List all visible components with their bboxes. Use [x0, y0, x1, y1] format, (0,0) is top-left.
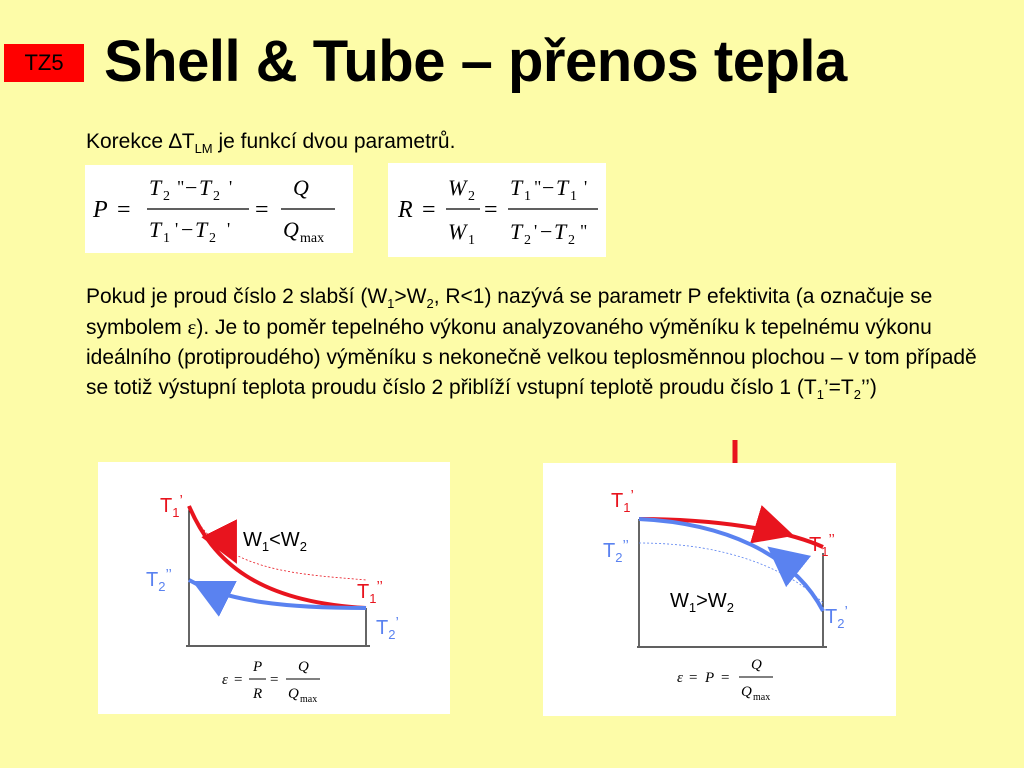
d1-f-eq1: = — [234, 672, 243, 688]
para-sub-2: 2 — [426, 296, 434, 312]
d2-t2out-sub: 2 — [615, 550, 623, 565]
p-den-n2: 2 — [209, 231, 216, 246]
d1-f-r: R — [253, 686, 263, 702]
p-num-n2: 2 — [163, 189, 170, 204]
d1-t1in-T: T — [160, 495, 173, 517]
d1-t2out-T: T — [146, 569, 159, 591]
d1-t1out-sub: 1 — [369, 591, 377, 606]
r-lhs: R — [398, 197, 413, 223]
r-w2: W — [448, 175, 467, 200]
formula-p — [85, 165, 353, 253]
d1-f-q: Q — [298, 659, 309, 675]
svg-text:W1>W2 — [670, 590, 734, 615]
p-max-sub: max — [300, 231, 325, 246]
p-num-t2b: T — [199, 175, 212, 200]
d2-t2in-prime: ’ — [844, 603, 848, 620]
slide-badge — [4, 44, 84, 82]
d1-t1out-T: T — [357, 581, 370, 603]
r-eq1: = — [422, 197, 436, 223]
para-part-6: ’’) — [860, 376, 877, 399]
d2-f-eps: ε — [677, 670, 683, 686]
d2-f-eq2: = — [721, 670, 730, 686]
d1-t2in-prime: ’ — [395, 614, 399, 631]
svg-text:T2’’ — [603, 537, 629, 565]
r-den-minus: − — [540, 219, 553, 244]
r-num-pp: " — [534, 177, 542, 197]
r-num-minus: − — [542, 175, 555, 200]
d2-f-eq1: = — [689, 670, 698, 686]
svg-text:T1’ — [611, 487, 634, 515]
p-q: Q — [293, 175, 309, 200]
d2-cond-op: >W — [696, 590, 727, 612]
r-w1: W — [448, 219, 467, 244]
explanation-paragraph — [86, 282, 996, 403]
r-den-n2: 2 — [524, 233, 531, 248]
p-qmax: Q — [283, 217, 299, 242]
badge-label: TZ5 — [24, 50, 64, 75]
intro-T: T — [181, 130, 195, 153]
d1-f-max: max — [300, 694, 318, 705]
d2-efficiency-formula — [677, 657, 773, 703]
d1-f-eps: ε — [222, 672, 228, 688]
intro-sub: LM — [194, 141, 213, 157]
d1-f-eq2: = — [270, 672, 279, 688]
d2-f-max: max — [753, 692, 771, 703]
intro-prefix: Korekce — [86, 130, 169, 153]
intro-suffix: je funkcí dvou parametrů. — [212, 130, 456, 153]
p-lhs: P — [93, 197, 108, 223]
d1-cond-op: <W — [269, 529, 300, 551]
r-num-t1: T — [510, 175, 523, 200]
d2-t2in-T: T — [825, 606, 838, 628]
r-den-t2: T — [510, 219, 523, 244]
r-w2-sub: 2 — [468, 189, 475, 204]
svg-text:T1’’ — [809, 531, 835, 559]
formula-r — [388, 163, 606, 257]
d1-t2out-prime: ’’ — [165, 566, 172, 583]
d1-t2in-sub: 2 — [388, 627, 396, 642]
d1-efficiency-formula — [222, 659, 320, 705]
epsilon-symbol: ε — [187, 315, 197, 339]
slide-title: Shell & Tube – přenos tepla — [104, 29, 847, 94]
d2-t2out-T: T — [603, 540, 616, 562]
d1-t2out-sub: 2 — [158, 579, 166, 594]
d2-t1in-T: T — [611, 490, 624, 512]
r-num-n1b: 1 — [570, 189, 577, 204]
p-eq2: = — [255, 197, 269, 223]
d2-t1out-prime: ’’ — [828, 531, 835, 548]
d2-t2in-sub: 2 — [837, 616, 845, 631]
d2-f-p: P — [705, 670, 715, 686]
d1-f-p: P — [253, 659, 263, 675]
d2-t1out-T: T — [809, 534, 822, 556]
para-part-3: , R<1) nazývá se parametr P efektivita (a označuje se symbolem — [86, 285, 933, 339]
d1-f-qmax: Q — [288, 686, 299, 702]
d1-t1in-sub: 1 — [172, 505, 180, 520]
intro-line — [86, 130, 455, 156]
r-num-p: ' — [584, 177, 588, 197]
d2-t1in-prime: ’ — [630, 487, 634, 504]
p-num-pp: " — [177, 177, 185, 197]
d2-cond-w1: W — [670, 590, 689, 612]
p-den-p1: ' — [175, 219, 179, 239]
para-sub-4: 2 — [853, 387, 861, 403]
r-num-t1b: T — [556, 175, 569, 200]
p-num-minus: − — [185, 175, 198, 200]
d2-f-qmax: Q — [741, 684, 752, 700]
svg-text:T1’’ — [357, 578, 383, 606]
para-part-2: >W — [394, 285, 427, 308]
r-den-n2b: 2 — [568, 233, 575, 248]
r-den-pp: " — [580, 221, 588, 241]
r-num-n1: 1 — [524, 189, 531, 204]
p-den-t2: T — [195, 217, 208, 242]
r-den-p: ' — [534, 221, 538, 241]
p-num-t2: T — [149, 175, 162, 200]
para-part-4: ). Je to poměr tepelného výkonu analyzovaného výměníku k tepelnému výkonu ideálního (protiproudého) výměníku s nekonečně velkou teplosměnnou plochou – v tom případě se totiž výstupní teplota proudu číslo 2 přiblíží vstupní teplotě proudu číslo 1 (T — [86, 316, 977, 399]
d1-t2in-T: T — [376, 617, 389, 639]
svg-text:W1<W2 — [243, 529, 307, 554]
d1-cond-s1: 1 — [261, 539, 270, 554]
d2-t2out-prime: ’’ — [622, 537, 629, 554]
r-w1-sub: 1 — [468, 233, 475, 248]
p-den-t1: T — [149, 217, 162, 242]
d1-t1in-prime: ’ — [179, 492, 183, 509]
svg-text:T1’ — [160, 492, 183, 520]
para-sub-1: 1 — [387, 296, 395, 312]
d2-cold-stream-curve — [639, 519, 823, 611]
d1-t1out-prime: ’’ — [376, 578, 383, 595]
r-den-t2b: T — [554, 219, 567, 244]
svg-text:T2’ — [825, 603, 848, 631]
p-den-p2: ' — [227, 219, 231, 239]
svg-text:T2’’ — [146, 566, 172, 594]
p-eq1: = — [117, 197, 131, 223]
d2-cond-s2: 2 — [726, 600, 734, 615]
delta-symbol: ∆ — [168, 130, 182, 153]
d2-cond-s1: 1 — [688, 600, 697, 615]
para-part-5: ’=T — [823, 376, 854, 399]
p-den-minus: − — [181, 217, 194, 242]
d2-t1in-sub: 1 — [623, 500, 631, 515]
diagram-w1-less-w2 — [98, 462, 450, 714]
r-eq2: = — [484, 197, 498, 223]
para-part-1: Pokud je proud číslo 2 slabší (W — [86, 285, 388, 308]
d1-cond-s2: 2 — [299, 539, 307, 554]
svg-text:T2’ — [376, 614, 399, 642]
para-sub-3: 1 — [816, 387, 824, 403]
diagram-w1-greater-w2 — [543, 463, 896, 716]
p-den-n1: 1 — [163, 231, 170, 246]
d2-t1out-sub: 1 — [821, 544, 829, 559]
p-num-p: ' — [229, 177, 233, 197]
d1-cond-w1: W — [243, 529, 262, 551]
p-num-n2b: 2 — [213, 189, 220, 204]
d2-f-q: Q — [751, 657, 762, 673]
